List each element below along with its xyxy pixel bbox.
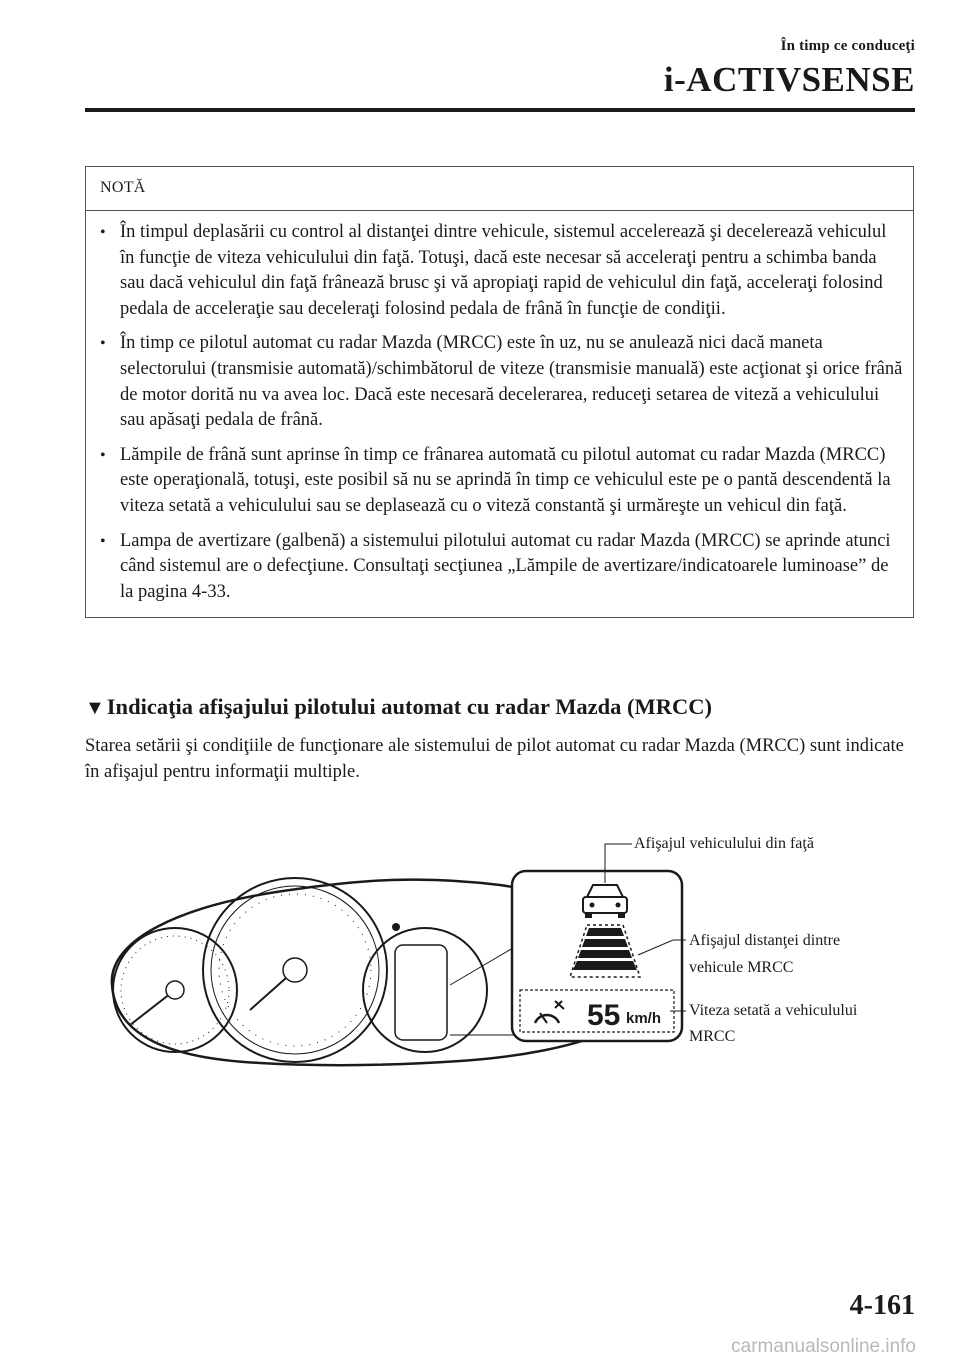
note-text: Lampa de avertizare (galbenă) a sistemului pilotului automat cu radar Mazda (MRCC) se aprinde atunci când sistemul are o defecţiune. Consultaţi secţiunea „Lămpile de avertizare/indicatoarele luminoase” de la pagina 4-33. bbox=[120, 530, 891, 602]
callout-distance-line2: vehicule MRCC bbox=[689, 959, 794, 976]
watermark: carmanualsonline.info bbox=[731, 1336, 916, 1357]
note-text: Lămpile de frână sunt aprinse în timp ce frânarea automată cu pilotul automat cu radar Mazda (MRCC) este operaţională, totuşi, este posibil să nu se aprindă în timp ce vehiculul este pe o pantă descendentă la viteza setată a vehiculului sau se deplasează cu o viteză constantă şi urmăreşte un vehicul din faţă. bbox=[120, 444, 891, 516]
bullet-icon: • bbox=[100, 532, 106, 550]
note-title: NOTĂ bbox=[86, 167, 913, 211]
section-title: i-ACTIVSENSE bbox=[663, 60, 915, 99]
tachometer-gauge bbox=[113, 928, 237, 1052]
instrument-cluster-illustration bbox=[100, 835, 940, 1085]
callout-speed-line2: MRCC bbox=[689, 1028, 736, 1045]
page-number: 4-161 bbox=[849, 1290, 915, 1321]
info-display-bezel bbox=[363, 923, 487, 1052]
note-item bbox=[100, 331, 903, 433]
note-box bbox=[85, 166, 914, 618]
subsection-heading bbox=[85, 694, 712, 720]
zoom-line bbox=[450, 945, 518, 985]
subsection-body: Starea setării şi condiţiile de funcţionare ale sistemului de pilot automat cu radar Mazda (MRCC) sunt indicate în afişajul pentru informaţii multiple. bbox=[85, 736, 904, 782]
note-text: În timp ce pilotul automat cu radar Mazda (MRCC) este în uz, nu se anulează nici dacă maneta selectorului (transmisie automată)/schimbătorul de viteze (transmisie manuală) este acţionat şi orice frână de motor dorită nu va avea loc. Dacă este necesară decelerarea, reduceţi setarea de viteză a vehiculului sau apăsaţi pedala de frână. bbox=[120, 333, 903, 431]
bullet-icon: • bbox=[100, 335, 106, 353]
bullet-icon: • bbox=[100, 224, 106, 241]
multi-info-display bbox=[512, 871, 682, 1041]
callout-distance-line1: Afişajul distanţei dintre bbox=[689, 932, 841, 949]
bullet-icon: • bbox=[100, 446, 106, 464]
note-item bbox=[100, 220, 903, 322]
note-list bbox=[86, 211, 913, 617]
note-item bbox=[100, 443, 903, 520]
callout-front-vehicle: Afişajul vehiculului din faţă bbox=[634, 835, 814, 852]
triangle-marker-icon: ▼ bbox=[85, 697, 105, 719]
chapter-title: În timp ce conduceţi bbox=[780, 38, 915, 54]
instrument-cluster-figure bbox=[100, 835, 940, 1090]
subsection-heading-text: Indicaţia afişajului pilotului automat cu radar Mazda (MRCC) bbox=[106, 694, 713, 719]
set-speed-unit: km/h bbox=[626, 1010, 662, 1027]
callout-speed-line1: Viteza setată a vehiculului bbox=[689, 1002, 858, 1019]
speedometer-gauge bbox=[203, 878, 387, 1062]
set-speed-value: 55 bbox=[587, 999, 621, 1032]
header-divider bbox=[85, 108, 915, 112]
note-item bbox=[100, 529, 903, 606]
note-text: În timpul deplasării cu control al distanţei dintre vehicule, sistemul accelerează şi decelerează vehiculul în funcţie de viteza vehiculului din faţă. Totuşi, dacă este necesar să acceleraţi pentru a schimba banda sau dacă vehiculul din faţă frânează brusc şi vă apropiaţi rapid de vehiculul din faţă, acceleraţi folosind pedala de acceleraţie sau deceleraţi folosind pedala de frână în funcţie de condiţii. bbox=[120, 222, 887, 319]
